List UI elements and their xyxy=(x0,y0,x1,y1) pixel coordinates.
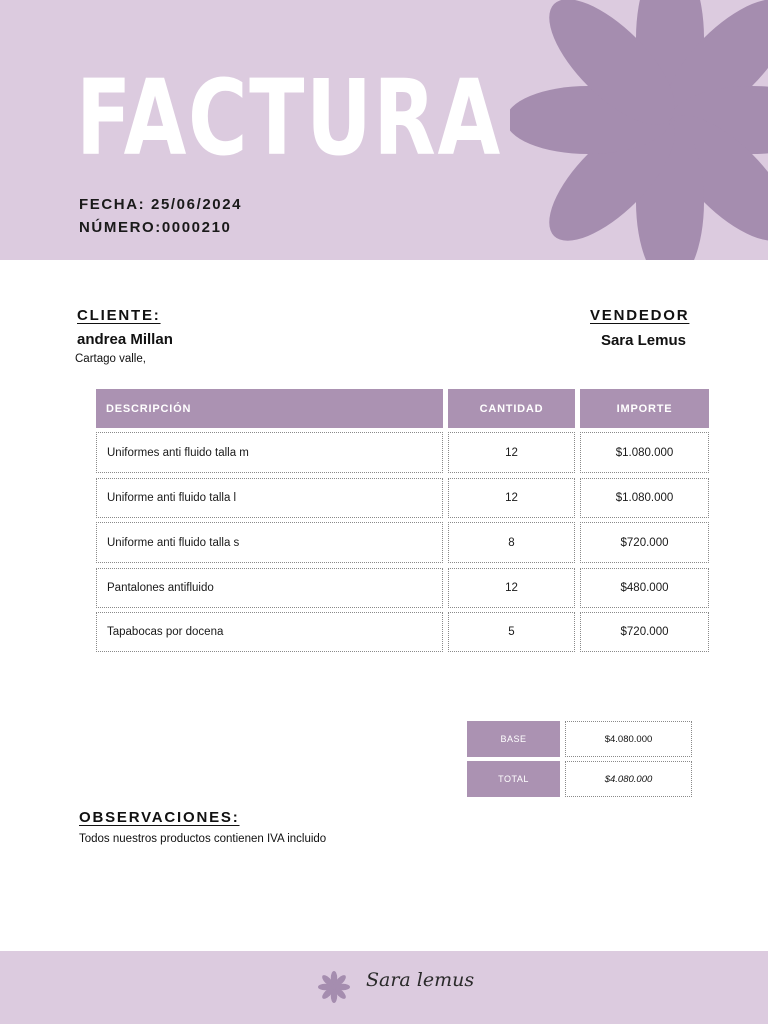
total-label: TOTAL xyxy=(467,761,560,797)
row-3-amount: $720.000 xyxy=(580,522,709,563)
flower-icon xyxy=(510,0,768,260)
row-1-description: Uniformes anti fluido talla m xyxy=(96,432,443,473)
observations-label: OBSERVACIONES: xyxy=(79,809,240,826)
base-value: $4.080.000 xyxy=(565,721,692,757)
observations-text: Todos nuestros productos contienen IVA incluido xyxy=(79,833,327,845)
header-quantity: CANTIDAD xyxy=(448,389,575,428)
row-5-description: Tapabocas por docena xyxy=(96,612,443,652)
header-amount: IMPORTE xyxy=(580,389,709,428)
row-3-description: Uniforme anti fluido talla s xyxy=(96,522,443,563)
seller-label: VENDEDOR xyxy=(590,307,690,324)
row-2-amount: $1.080.000 xyxy=(580,478,709,518)
invoice-footer xyxy=(0,951,768,1024)
total-value: $4.080.000 xyxy=(565,761,692,797)
row-5-quantity: 5 xyxy=(448,612,575,652)
invoice-number: NÚMERO:0000210 xyxy=(79,219,232,236)
base-label: BASE xyxy=(467,721,560,757)
row-4-amount: $480.000 xyxy=(580,568,709,608)
header-description: DESCRIPCIÓN xyxy=(96,389,443,428)
row-4-quantity: 12 xyxy=(448,568,575,608)
small-flower-icon xyxy=(318,971,350,1003)
row-2-description: Uniforme anti fluido talla l xyxy=(96,478,443,518)
row-4-description: Pantalones antifluido xyxy=(96,568,443,608)
client-label: CLIENTE: xyxy=(77,307,161,324)
row-3-quantity: 8 xyxy=(448,522,575,563)
signature: Sara lemus xyxy=(366,969,475,991)
invoice-header xyxy=(0,0,768,260)
row-1-quantity: 12 xyxy=(448,432,575,473)
client-name: andrea Millan xyxy=(77,331,173,348)
client-address: Cartago valle, xyxy=(75,353,146,365)
row-1-amount: $1.080.000 xyxy=(580,432,709,473)
row-5-amount: $720.000 xyxy=(580,612,709,652)
seller-name: Sara Lemus xyxy=(600,332,686,349)
invoice-title: FACTURA xyxy=(76,57,502,179)
row-2-quantity: 12 xyxy=(448,478,575,518)
invoice-date: FECHA: 25/06/2024 xyxy=(79,196,243,213)
